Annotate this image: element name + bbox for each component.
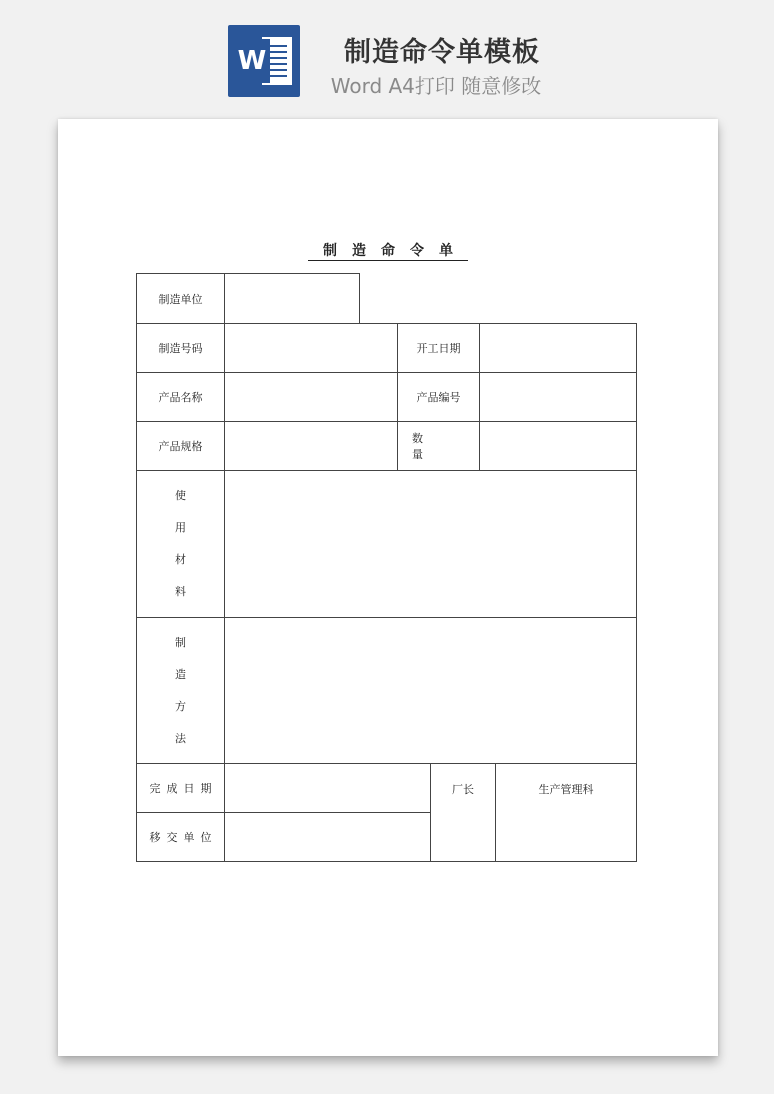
document-page	[58, 119, 718, 1056]
label-manufacturing-unit	[136, 273, 225, 324]
label-char: 法	[175, 731, 186, 745]
field-transfer-unit[interactable]	[224, 812, 431, 862]
label-text: 制造单位	[158, 292, 203, 306]
label-transfer-unit	[136, 812, 225, 862]
label-production-management[interactable]	[495, 763, 637, 862]
label-char: 方	[175, 699, 186, 713]
field-manufacturing-number[interactable]	[224, 323, 398, 373]
field-manufacturing-unit[interactable]	[224, 273, 360, 324]
field-method[interactable]	[224, 617, 637, 764]
label-text: 产品名称	[158, 391, 203, 404]
label-char: 料	[175, 585, 186, 598]
label-completion-date	[136, 763, 225, 813]
label-text: 数 量	[412, 432, 437, 461]
label-char: 材	[175, 553, 186, 566]
field-materials[interactable]	[224, 470, 637, 618]
field-product-number[interactable]	[479, 372, 637, 422]
label-start-date	[397, 323, 480, 373]
label-text: 生产管理科	[538, 783, 594, 796]
field-completion-date[interactable]	[224, 763, 431, 813]
label-text: 厂长	[452, 783, 474, 796]
field-product-spec[interactable]	[224, 421, 398, 471]
label-text: 移交单位	[149, 831, 218, 844]
document-title	[58, 240, 718, 260]
label-factory-director[interactable]	[430, 763, 496, 862]
label-char: 使	[175, 489, 186, 502]
word-letter: W	[234, 39, 270, 83]
label-method	[136, 617, 225, 764]
document-title-text: 制造命令单	[308, 243, 468, 261]
template-header	[0, 0, 774, 110]
label-text: 产品编号	[416, 391, 461, 404]
label-text: 完成日期	[149, 782, 218, 795]
label-product-number	[397, 372, 480, 422]
template-title: 制造命令单模板	[344, 37, 540, 68]
label-text: 制造号码	[158, 342, 203, 355]
label-char: 造	[175, 667, 186, 681]
label-text: 开工日期	[416, 342, 461, 355]
field-start-date[interactable]	[479, 323, 637, 373]
label-quantity	[397, 421, 480, 471]
label-product-name	[136, 372, 225, 422]
label-manufacturing-number	[136, 323, 225, 373]
label-materials	[136, 470, 225, 618]
word-document-icon	[228, 25, 300, 97]
label-product-spec	[136, 421, 225, 471]
label-char: 用	[175, 521, 186, 534]
field-product-name[interactable]	[224, 372, 398, 422]
template-subtitle: Word A4打印 随意修改	[330, 74, 542, 98]
field-quantity[interactable]	[479, 421, 637, 471]
label-text: 产品规格	[158, 440, 203, 453]
label-char: 制	[175, 635, 186, 649]
